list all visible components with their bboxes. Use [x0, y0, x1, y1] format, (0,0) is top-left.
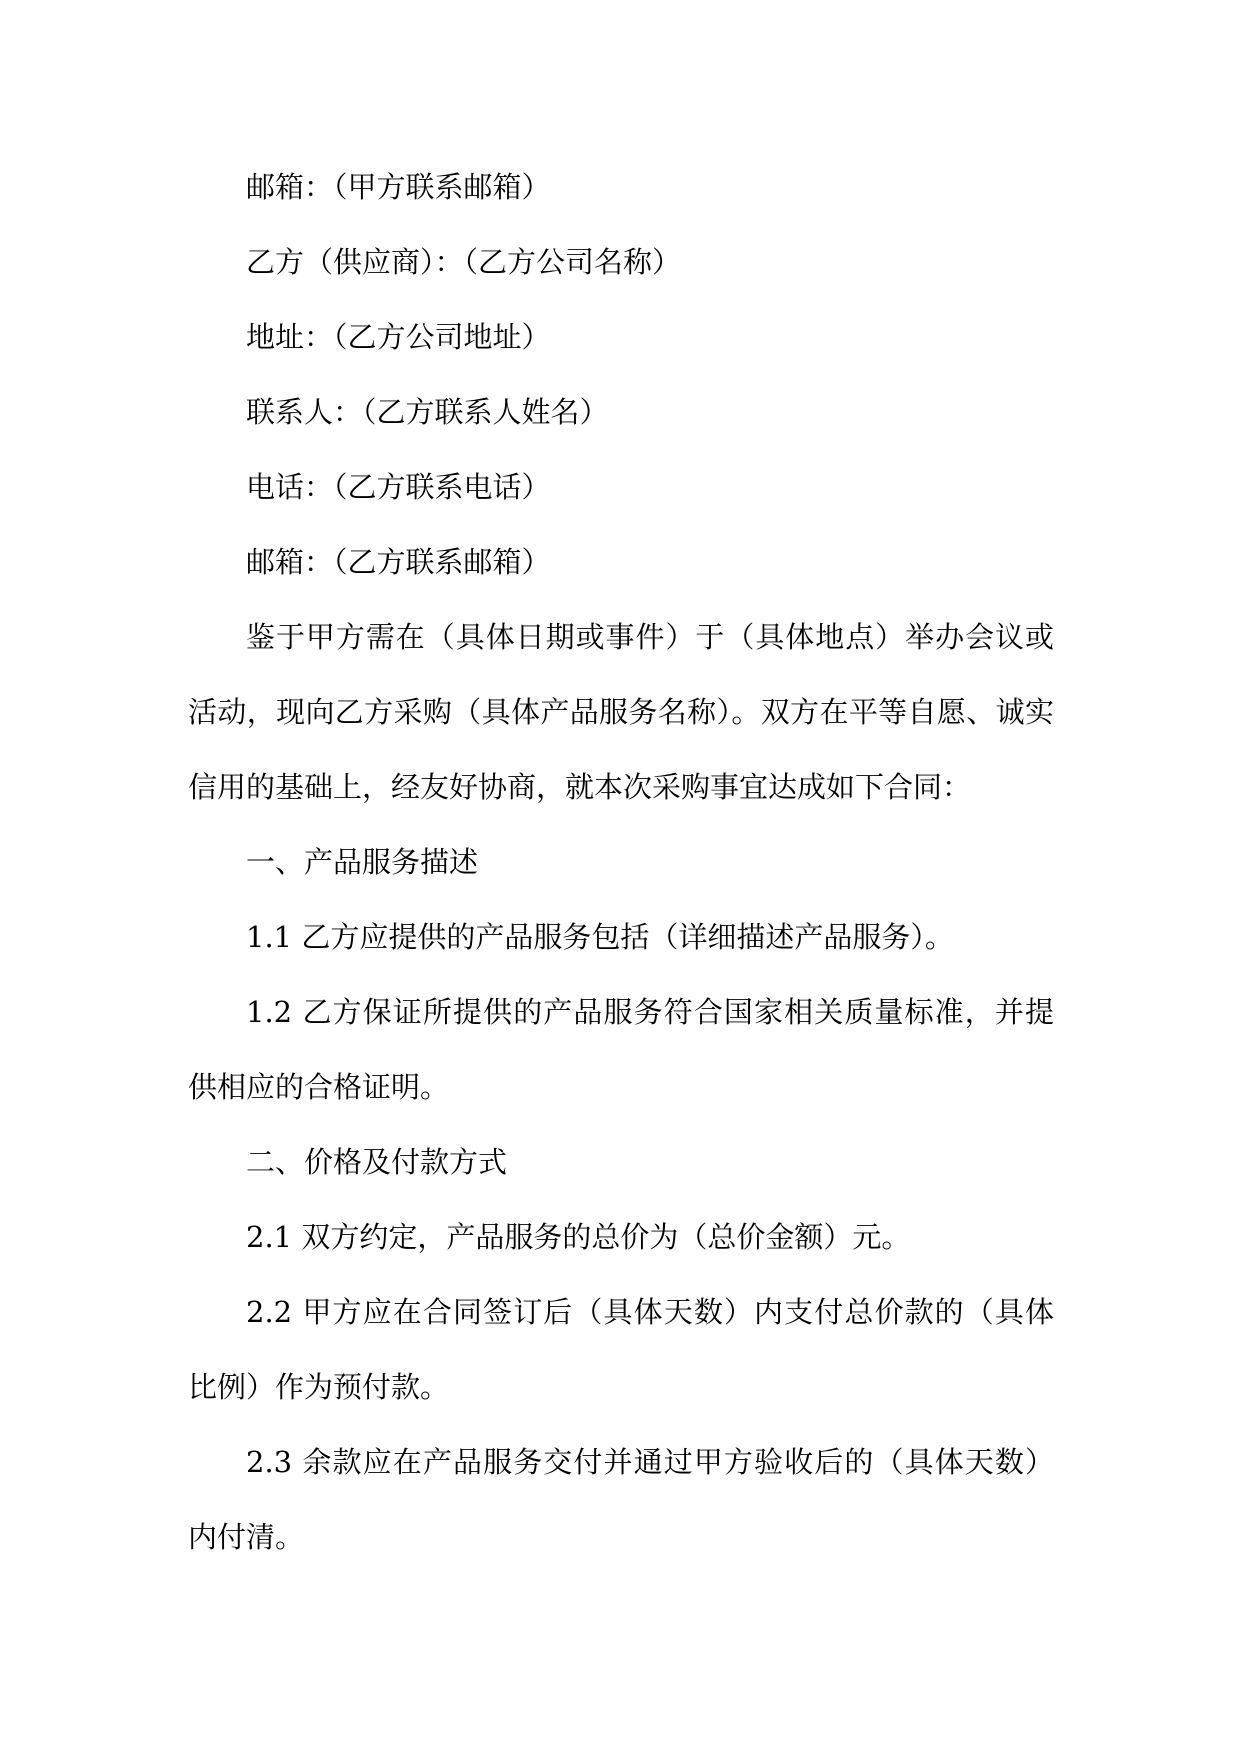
party-b-contact-person: 联系人：（乙方联系人姓名）	[246, 395, 609, 429]
party-b-address: 地址：（乙方公司地址）	[246, 320, 551, 354]
clause-1-2: 1.2 乙方保证所提供的产品服务符合国家相关质量标准，并提供相应的合格证明。	[188, 995, 1054, 1104]
document-body	[188, 150, 1054, 1575]
party-b-phone: 电话：（乙方联系电话）	[246, 470, 551, 504]
party-a-email: 邮箱：（甲方联系邮箱）	[246, 170, 551, 204]
clause-2-2: 2.2 甲方应在合同签订后（具体天数）内支付总价款的（具体比例）作为预付款。	[188, 1295, 1054, 1404]
clause-1-1: 1.1 乙方应提供的产品服务包括（详细描述产品服务）。	[246, 920, 954, 954]
section-1-heading: 一、产品服务描述	[246, 845, 479, 879]
party-b-name: 乙方（供应商）：（乙方公司名称）	[246, 245, 682, 279]
party-b-email: 邮箱：（乙方联系邮箱）	[246, 545, 551, 579]
clause-2-3: 2.3 余款应在产品服务交付并通过甲方验收后的（具体天数）内付清。	[188, 1445, 1054, 1554]
section-2-heading: 二、价格及付款方式	[246, 1145, 508, 1179]
preamble-paragraph: 鉴于甲方需在（具体日期或事件）于（具体地点）举办会议或活动，现向乙方采购（具体产品服务名称）。双方在平等自愿、诚实信用的基础上，经友好协商，就本次采购事宜达成如下合同：	[188, 620, 1054, 804]
clause-2-1: 2.1 双方约定，产品服务的总价为（总价金额）元。	[246, 1220, 911, 1254]
